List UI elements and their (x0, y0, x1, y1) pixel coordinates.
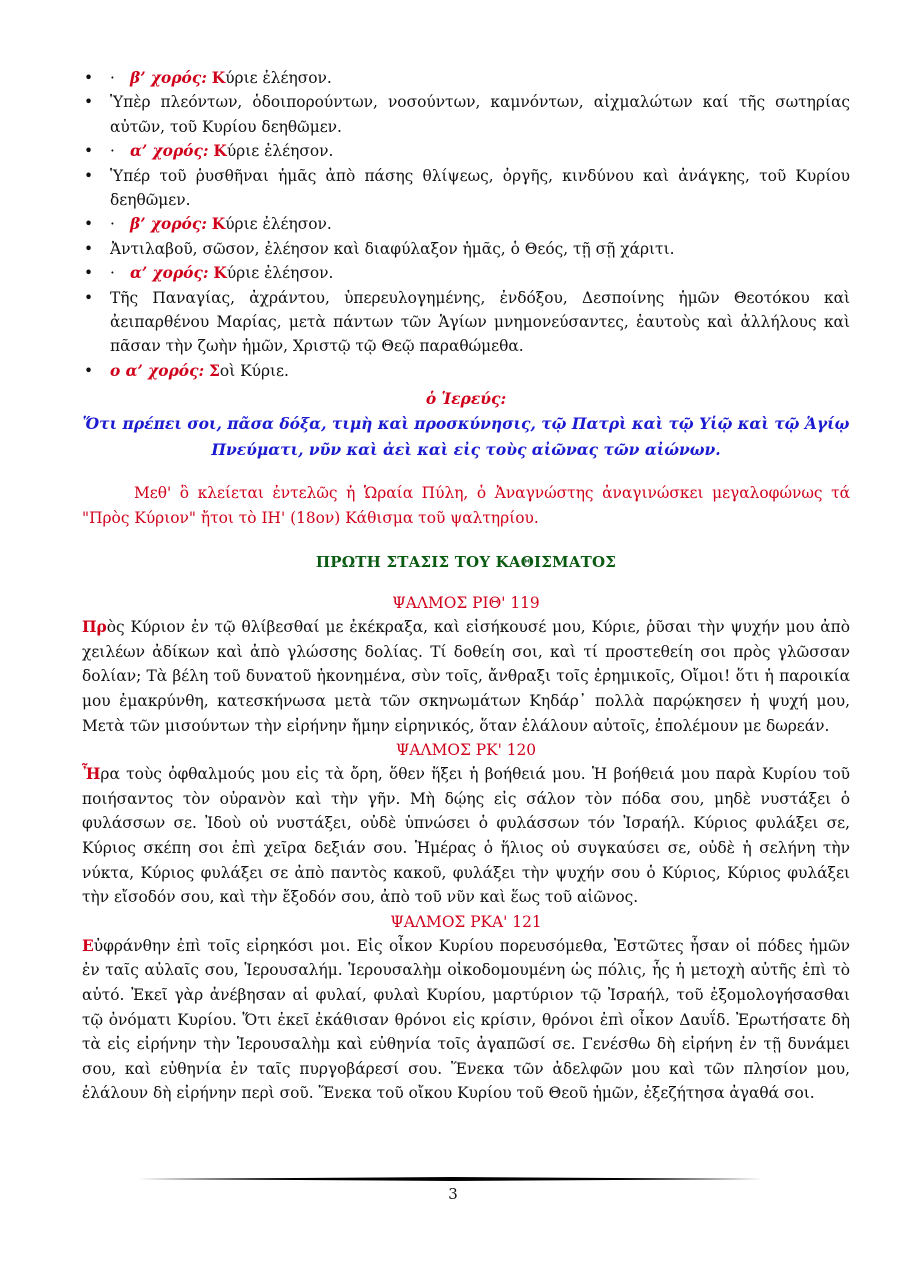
psalm-text: Ἦρα τοὺς ὀφθαλμούς μου εἰς τὰ ὄρη, ὅθεν ἥξει ἡ βοήθειά μου. Ἡ βοήθειά μου παρὰ Κυρίου τοῦ ποιήσαντος τὸν οὐρανὸν καὶ τὴν γῆν. Μὴ δῴης εἰς σάλον τὸν πόδα σου, μηδὲ νυστάξει ὁ φυλάσσων σε. Ἰδοὺ οὐ νυστάξει, οὐδὲ ὑπνώσει ὁ φυλάσσων τόν Ἰσραήλ. Κύριος φυλάξει σε, Κύριος σκέπη σοι ἐπὶ χεῖρα δεξιάν σου. Ἡμέρας ὁ ἥλιος οὐ συγκαύσει σε, οὐδὲ ἡ σελήνη τὴν νύκτα, Κύριος φυλάξει σε ἀπὸ παντὸς κακοῦ, φυλάξει τὴν ψυχήν σου ὁ Κύριος, Κύριος φυλάξει τὴν εἴσοδόν σου, καὶ τὴν ἔξοδόν σου, ἀπὸ τοῦ νῦν καὶ ἕως τοῦ αἰῶνος. (82, 765, 850, 907)
ekphonesis (82, 411, 850, 463)
list-item: • Ὑπέρ τοῦ ῥυσθῆναι ἡμᾶς ἀπὸ πάσης θλίψεως, ὀργῆς, κινδύνου καὶ ἀνάγκης, τοῦ Κυρίου δεηθῶμεν. (84, 166, 850, 210)
litany-list (82, 66, 850, 383)
page-content (82, 66, 850, 1106)
psalm-title: ΨΑΛΜΟΣ ΡΚΑ' 121 (390, 912, 542, 931)
psalm-text: Πρὸς Κύριον ἐν τῷ θλίβεσθαί με ἐκέκραξα, καὶ εἰσήκουσέ μου, Κύριε, ῥῦσαι τὴν ψυχήν μου ἀπὸ χειλέων ἀδίκων καὶ ἀπὸ γλώσσης δολίας. Τί δοθείη σοι, καὶ τί προστεθείη σοι πρὸς γλῶσσαν δολίαν; Τὰ βέλη τοῦ δυνατοῦ ἠκονημένα, σὺν τοῖς, ἄνθραξι τοῖς ἐρημικοῖς, Οἴμοι! ὅτι ἡ παροικία μου ἐμακρύνθη, κατεσκήνωσα μετὰ τῶν σκηνωμάτων Κηδάρ᾽ πολλὰ παρῴκησεν ἡ ψυχή μου, Μετὰ τῶν μισούντων τὴν εἰρήνην ἤμην εἰρηνικός, ὅταν ἐλάλουν αὐτοῖς, ἐπολέμουν με δωρεάν. (82, 618, 850, 735)
rubric-paragraph: Μεθ' ὃ κλείεται ἐντελῶς ἡ Ὡραία Πύλη, ὁ Ἀναγνώστης ἀναγινώσκει μεγαλοφώνως τά "Πρὸς Κύριον" ἤτοι τὸ ΙΗ' (18ον) Κάθισμα τοῦ ψαλτηρίου. (82, 484, 850, 528)
list-item: • Ἀντιλαβοῦ, σῶσον, ἐλέησον καὶ διαφύλαξον ἡμᾶς, ὁ Θεός, τῇ σῇ χάριτι. (84, 239, 675, 258)
drop-initial: Πρ (82, 618, 107, 637)
choir-label: β’ χορός: (130, 69, 207, 87)
choir-label: ο α’ χορός: (110, 361, 205, 380)
choir-label: α’ χορός: (130, 264, 209, 283)
psalm-title: ΨΑΛΜΟΣ ΡΚ' 120 (395, 741, 537, 760)
list-item: • · α’ χορός: Κύριε ἐλέησον. (84, 142, 334, 161)
ekphonesis-line: Πνεύματι, νῦν καὶ ἀεὶ καὶ εἰς τοὺς αἰῶνας τῶν αἰώνων. (211, 440, 721, 460)
list-item: • · β’ χορός: Κύριε ἐλέησον. (84, 215, 332, 234)
choir-label: α’ χορός: (130, 142, 209, 161)
footer-divider (138, 1177, 766, 1181)
drop-initial: Ἦ (82, 765, 101, 784)
psalm-title: ΨΑΛΜΟΣ ΡΙΘ' 119 (392, 594, 540, 613)
list-item: • · β’ χορός: Κύριε ἐλέησον. (84, 69, 332, 87)
list-item: • ο α’ χορός: Σοὶ Κύριε. (84, 361, 289, 380)
choir-label: β’ χορός: (130, 215, 207, 234)
stasis-title: ΠΡΩΤΗ ΣΤΑΣΙΣ ΤΟΥ ΚΑΘΙΣΜΑΤΟΣ (315, 553, 617, 572)
list-item: • Ὑπὲρ πλεόντων, ὁδοιπορούντων, νοσούντων, καμνόντων, αἰχμαλώτων καί τῆς σωτηρίας αὐτῶν, τοῦ Κυρίου δεηθῶμεν. (84, 93, 850, 136)
ekphonesis-line: Ὅτι πρέπει σοι, πᾶσα δόξα, τιμὴ καὶ προσκύνησις, τῷ Πατρὶ καὶ τῷ Υἱῷ καὶ τῷ Ἁγίῳ (82, 414, 850, 434)
list-item: • Τῆς Παναγίας, ἀχράντου, ὑπερευλογημένης, ἐνδόξου, Δεσποίνης ἡμῶν Θεοτόκου καὶ ἀειπαρθένου Μαρίας, μετὰ πάντων τῶν Ἁγίων μνημονεύσαντες, ἑαυτοὺς καὶ ἀλλήλους καὶ πᾶσαν τὴν ζωὴν ἡμῶν, Χριστῷ τῷ Θεῷ παραθώμεθα. (84, 288, 850, 356)
list-item: • · α’ χορός: Κύριε ἐλέησον. (84, 264, 334, 283)
psalm-text: Εὐφράνθην ἐπὶ τοῖς εἰρηκόσι μοι. Εἰς οἶκον Κυρίου πορευσόμεθα, Ἑστῶτες ἦσαν οἱ πόδες ἡμῶν ἐν ταῖς αὐλαῖς σου, Ἱερουσαλήμ. Ἱερουσαλὴμ οἰκοδομουμένη ὡς πόλις, ἧς ἡ μετοχὴ αὐτῆς ἐπὶ τὸ αὐτό. Ἐκεῖ γὰρ ἀνέβησαν αἱ φυλαί, φυλαὶ Κυρίου, μαρτύριον τῷ Ἰσραήλ, τοῦ ἐξομολογήσασθαι τῷ ὀνόματι Κυρίου. Ὅτι ἐκεῖ ἐκάθισαν θρόνοι εἰς κρίσιν, θρόνοι ἐπὶ οἶκον Δαυΐδ. Ἐρωτήσατε δὴ τὰ εἰς εἰρήνην τὴν Ἱερουσαλὴμ καὶ εὐθηνία τοῖς ἀγαπῶσί σε. Γενέσθω δὴ εἰρήνη ἐν τῇ δυνάμει σου, καὶ εὐθηνία ἐν ταῖς πυργοβάρεσί σου. Ἕνεκα τῶν ἀδελφῶν μου καὶ τῶν πλησίον μου, ἐλάλουν δὴ εἰρήνην περὶ σοῦ. Ἕνεκα τοῦ οἴκου Κυρίου τοῦ Θεοῦ ἡμῶν, ἐξεζήτησα ἀγαθά σοι. (82, 936, 850, 1103)
drop-initial: Ε (82, 936, 94, 955)
priest-heading: ὁ Ἱερεύς: (425, 389, 507, 409)
page-number: 3 (448, 1185, 458, 1203)
